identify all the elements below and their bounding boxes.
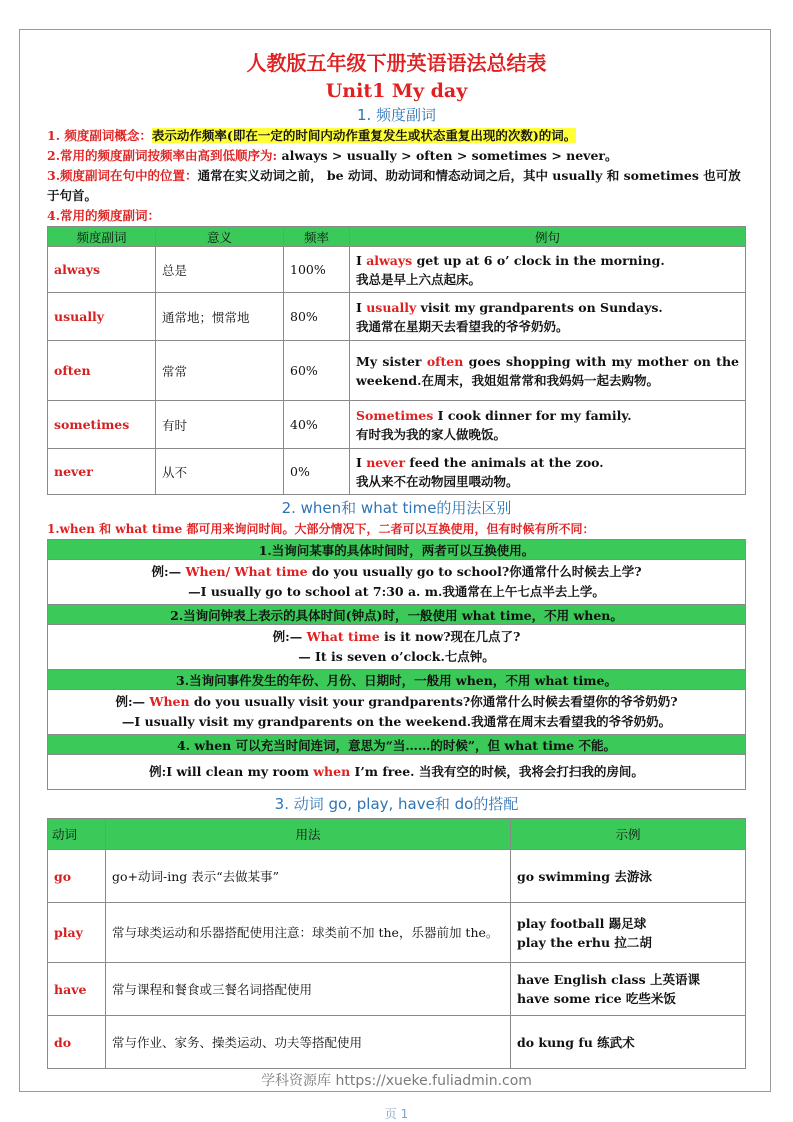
usage-cell: 常与课程和餐食或三餐名词搭配使用: [106, 963, 511, 1016]
example-cn: 我从来不在动物园里喂动物。: [356, 473, 519, 489]
example-keyword: What time: [306, 629, 380, 644]
frequency-cell: 100%: [284, 247, 350, 293]
paragraph-position: [47, 166, 746, 206]
example-keyword: never: [366, 454, 406, 470]
table-row: [48, 755, 746, 790]
table-header-row: [48, 227, 746, 247]
meaning-cell: 从不: [156, 449, 284, 495]
position-text: 通常在实义动词之前， be 动词、助动词和情态动词之后，其中 usually 和 sometimes 也可放于句首。: [47, 168, 741, 203]
rule-4-heading: 4. when 可以充当时间连词，意思为“当……的时候”，但 what time 不能。: [48, 735, 746, 755]
meaning-cell: 总是: [156, 247, 284, 293]
frequency-adverb-table: [47, 226, 746, 495]
document-body: [47, 48, 746, 1069]
rule-1-example: [48, 560, 746, 605]
example-pre: I: [356, 454, 367, 470]
example-post: do you usually go to school?你通常什么时候去上学?: [307, 564, 642, 579]
table-row: [48, 690, 746, 735]
example-en: [356, 251, 739, 270]
concept-label: 1. 频度副词概念：: [47, 128, 152, 143]
frequency-cell: 60%: [284, 341, 350, 401]
meaning-cell: 常常: [156, 341, 284, 401]
rule-2-example: [48, 625, 746, 670]
example-pre: 例:—: [151, 564, 186, 579]
meaning-cell: 通常地；惯常地: [156, 293, 284, 341]
position-label: 3.频度副词在句中的位置：: [47, 168, 198, 183]
table-row: [48, 625, 746, 670]
example-keyword: when: [313, 764, 351, 779]
table-row: [48, 903, 746, 963]
usage-cell: 常与球类运动和乐器搭配使用注意：球类前不加 the，乐器前加 the。: [106, 903, 511, 963]
rule-3-line-2: —I usually visit my grandparents on the weekend.我通常在周末去看望我的爷爷奶奶。: [121, 714, 672, 729]
header-verb: 动词: [48, 819, 106, 850]
example-en: [356, 352, 739, 390]
header-example: 例句: [350, 227, 746, 247]
example-pre: My sister: [356, 353, 427, 369]
footer-watermark: 学科资源库 https://xueke.fuliadmin.com: [261, 1073, 532, 1089]
table-row: [48, 341, 746, 401]
frequency-cell: 0%: [284, 449, 350, 495]
list-label: 4.常用的频度副词：: [47, 208, 161, 223]
rule-3-example: [48, 690, 746, 735]
example-post: goes shopping with my mother on the weekend.: [356, 353, 739, 388]
adverb-cell: always: [48, 247, 156, 293]
when-what-time-table: [47, 539, 746, 790]
examples-cell: [511, 850, 746, 903]
rule-2-line-1: [52, 627, 741, 647]
section-1-heading: 1. 频度副词: [356, 106, 437, 124]
order-label: 2.常用的频度副词按频率由高到低顺序为:: [47, 148, 282, 163]
adverb-cell: usually: [48, 293, 156, 341]
verb-cell: go: [48, 850, 106, 903]
example-keyword: usually: [366, 299, 417, 315]
example-2: have some rice 吃些米饭: [517, 991, 676, 1006]
examples-cell: [511, 963, 746, 1016]
example-cn: 有时我为我的家人做晚饭。: [356, 426, 507, 442]
concept-text: 表示动作频率(即在一定的时间内动作重复发生或状态重复出现的次数)的词。: [151, 128, 577, 143]
verb-collocation-table: [47, 818, 746, 1069]
meaning-cell: 有时: [156, 401, 284, 449]
rule-1-line-2: —I usually go to school at 7:30 a. m.我通常在上午七点半去上学。: [188, 584, 605, 599]
example-post: is it now?现在几点了?: [379, 629, 521, 644]
table-row: [48, 540, 746, 560]
example-post: I’m free. 当我有空的时候，我将会打扫我的房间。: [350, 764, 644, 779]
paragraph-list-label: [47, 206, 746, 226]
example-post: feed the animals at the zoo.: [405, 454, 604, 470]
adverb-cell: sometimes: [48, 401, 156, 449]
example-cn: 我总是早上六点起床。: [356, 271, 482, 287]
examples-cell: [511, 903, 746, 963]
example-pre: 例:—: [115, 694, 150, 709]
example-keyword: When/ What time: [185, 564, 308, 579]
example-post: do you usually visit your grandparents?你通常什么时候去看望你的爷爷奶奶?: [189, 694, 678, 709]
rule-4-example: [48, 755, 746, 790]
example-post: visit my grandparents on Sundays.: [416, 299, 663, 315]
page-number: 页 1: [384, 1107, 409, 1121]
example-2: play the erhu 拉二胡: [517, 934, 652, 950]
section-2-intro: 1.when 和 what time 都可用来询问时间。大部分情况下，二者可以互换使用，但有时候有所不同：: [47, 522, 595, 536]
example-cell: [350, 401, 746, 449]
adverb-cell: never: [48, 449, 156, 495]
table-row: [48, 293, 746, 341]
verb-cell: play: [48, 903, 106, 963]
example-keyword: often: [426, 353, 464, 369]
example-en: [356, 453, 739, 472]
header-usage: 用法: [106, 819, 511, 850]
table-row: [48, 247, 746, 293]
table-row: [48, 670, 746, 690]
table-row: [48, 560, 746, 605]
example-1: have English class 上英语课: [517, 972, 700, 987]
unit-title: Unit1 My day: [325, 80, 468, 102]
paragraph-order: [47, 146, 746, 166]
verb-cell: do: [48, 1016, 106, 1069]
example-keyword: Sometimes: [356, 407, 434, 423]
frequency-cell: 80%: [284, 293, 350, 341]
adverb-cell: often: [48, 341, 156, 401]
table-row: [48, 963, 746, 1016]
rule-3-heading: 3.当询问事件发生的年份、月份、日期时，一般用 when，不用 what time。: [48, 670, 746, 690]
document-title: 人教版五年级下册英语语法总结表: [246, 51, 547, 75]
section-3-heading: 3. 动词 go, play, have和 do的搭配: [274, 795, 519, 813]
header-adverb: 频度副词: [48, 227, 156, 247]
example-1: go swimming 去游泳: [517, 868, 652, 884]
example-1: play football 踢足球: [517, 915, 647, 931]
example-pre: I: [356, 252, 367, 268]
table-row: [48, 449, 746, 495]
example-en: [356, 406, 739, 425]
example-cell: [350, 341, 746, 401]
table-row: [48, 401, 746, 449]
header-examples: 示例: [511, 819, 746, 850]
paragraph-concept: [47, 126, 746, 146]
section-2-heading: 2. when和 what time的用法区别: [281, 499, 512, 517]
rule-3-line-1: [52, 692, 741, 712]
example-1: do kung fu 练武术: [517, 1034, 635, 1050]
table-row: [48, 605, 746, 625]
frequency-cell: 40%: [284, 401, 350, 449]
verb-cell: have: [48, 963, 106, 1016]
example-pre: 例:—: [272, 629, 307, 644]
example-keyword: When: [149, 694, 190, 709]
header-frequency: 频率: [284, 227, 350, 247]
rule-1-line-1: [52, 562, 741, 582]
table-header-row: [48, 819, 746, 850]
example-pre: 例:I will clean my room: [149, 764, 314, 779]
rule-4-line-1: [52, 762, 741, 782]
usage-cell: 常与作业、家务、操类运动、功夫等搭配使用: [106, 1016, 511, 1069]
table-row: [48, 850, 746, 903]
example-cn: 在周末，我姐姐常常和我妈妈一起去购物。: [421, 372, 659, 388]
usage-cell: go+动词-ing 表示“去做某事”: [106, 850, 511, 903]
example-post: I cook dinner for my family.: [433, 407, 632, 423]
rule-2-heading: 2.当询问钟表上表示的具体时间(钟点)时，一般使用 what time，不用 when。: [48, 605, 746, 625]
rule-2-line-2: — It is seven o’clock.七点钟。: [298, 649, 495, 664]
examples-cell: [511, 1016, 746, 1069]
example-cell: [350, 247, 746, 293]
example-en: [356, 298, 739, 317]
order-text: always > usually > often > sometimes > never。: [281, 148, 618, 163]
table-row: [48, 1016, 746, 1069]
example-pre: I: [356, 299, 367, 315]
table-row: [48, 735, 746, 755]
example-cell: [350, 449, 746, 495]
example-cell: [350, 293, 746, 341]
example-cn: 我通常在星期天去看望我的爷爷奶奶。: [356, 318, 569, 334]
header-meaning: 意义: [156, 227, 284, 247]
example-keyword: always: [366, 252, 413, 268]
example-post: get up at 6 o’ clock in the morning.: [412, 252, 665, 268]
rule-1-heading: 1.当询问某事的具体时间时，两者可以互换使用。: [48, 540, 746, 560]
